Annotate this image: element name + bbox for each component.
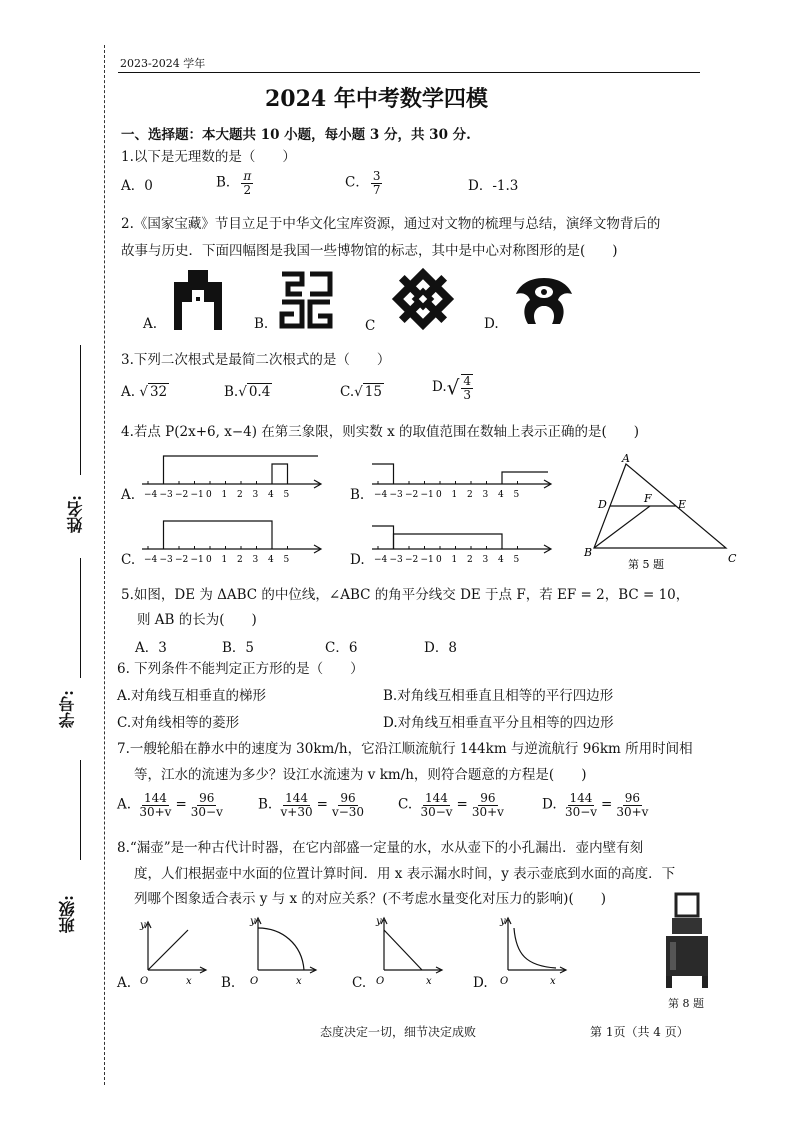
- svg-text:O: O: [140, 976, 149, 987]
- q7-option-d: D. $\frac{144}{30-v}$ = $\frac{96}{30+v}$: [542, 791, 649, 819]
- q1-option-d: D．-1.3: [468, 178, 519, 194]
- tick-label: 3: [482, 555, 489, 565]
- q7-option-b: B. $\frac{144}{v+30}$ = $\frac{96}{v-30}$: [258, 791, 365, 819]
- tick-label: 4: [268, 490, 274, 500]
- tick-label: 0: [436, 555, 442, 565]
- svg-text:x: x: [426, 976, 432, 987]
- q7-option-a: A. $\frac{144}{30+v}$ = $\frac{96}{30-v}$: [117, 791, 223, 819]
- tick-label: −4: [374, 555, 388, 565]
- point-f: F: [644, 492, 652, 505]
- figure-5-caption: 第 5 题: [628, 558, 664, 571]
- q3-option-a: A. √ 32: [121, 384, 168, 400]
- number-line-c: [140, 515, 330, 567]
- q2-line2: 故事与历史．下面四幅图是我国一些博物馆的标志，其中是中心对称图形的是( ): [121, 243, 618, 259]
- q4-option-a: A.: [121, 487, 136, 503]
- tick-label: 2: [237, 490, 243, 500]
- q2-option-c: C: [365, 318, 376, 334]
- figure-8-caption: 第 8 题: [668, 997, 704, 1010]
- q7-line1: 7.一艘轮船在静水中的速度为 30km/h，它沿江顺流航行 144km 与逆流航行 96km 所用时间相: [117, 741, 693, 757]
- tick-label: −3: [389, 490, 403, 500]
- school-year: 2023-2024 学年: [120, 57, 206, 70]
- tick-label: −1: [190, 490, 204, 500]
- q5-option-c: C．6: [325, 640, 358, 656]
- graph-c: [372, 914, 448, 988]
- triangle-figure-5: [580, 452, 740, 574]
- graph-b: [246, 914, 322, 988]
- svg-text:O: O: [500, 976, 509, 987]
- svg-text:y: y: [376, 916, 382, 927]
- q4-option-b: B.: [350, 487, 365, 503]
- water-clock-icon: [662, 892, 714, 992]
- tick-label: 2: [237, 555, 243, 565]
- tick-label: 1: [451, 490, 458, 500]
- tick-label: −1: [420, 490, 434, 500]
- q5-line2: 则 AB 的长为( ): [137, 612, 257, 628]
- q1-option-c: C． $\frac{3}{7}$: [345, 169, 381, 197]
- binding-line: [104, 45, 105, 1085]
- svg-text:x: x: [550, 976, 556, 987]
- museum-logo-c-icon: [390, 266, 456, 332]
- q2-option-d: D.: [484, 316, 499, 332]
- section-heading: 一、选择题：本大题共 10 小题，每小题 3 分，共 30 分.: [121, 127, 471, 143]
- q4-option-c: C.: [121, 552, 136, 568]
- footer-motto: 态度决定一切，细节决定成败: [320, 1025, 477, 1039]
- q6-option-a: A.对角线互相垂直的梯形: [117, 688, 267, 704]
- tick-label: 5: [513, 555, 520, 565]
- svg-text:y: y: [500, 916, 506, 927]
- q8-line2: 度，人们根据壶中水面的位置计算时间．用 x 表示漏水时间，y 表示壶底到水面的高度．下: [134, 866, 676, 882]
- graph-a: [136, 918, 212, 988]
- q5-line1: 5.如图，DE 为 ΔABC 的中位线，∠ABC 的角平分线交 DE 于点 F，若 EF = 2，BC = 10，: [121, 587, 690, 603]
- museum-logo-d-icon: [512, 274, 576, 330]
- tick-label: 5: [283, 555, 290, 565]
- q8-line1: 8.“漏壶”是一种古代计时器，在它内部盛一定量的水，水从壶下的小孔漏出．壶内壁有刻: [117, 840, 644, 856]
- tick-label: −1: [420, 555, 434, 565]
- q1-stem: 1.以下是无理数的是（ ）: [121, 149, 296, 165]
- class-label: 班级:: [58, 895, 77, 933]
- svg-text:y: y: [140, 920, 146, 931]
- name-label: 姓名:: [66, 495, 85, 533]
- svg-text:O: O: [376, 976, 385, 987]
- tick-label: −4: [144, 490, 158, 500]
- q5-option-d: D．8: [424, 640, 457, 656]
- q8-line3: 列哪个图象适合表示 y 与 x 的对应关系？(不考虑水量变化对压力的影响)( ): [134, 891, 606, 907]
- point-d: D: [598, 498, 607, 511]
- tick-label: −4: [374, 490, 388, 500]
- tick-label: −2: [405, 555, 419, 565]
- q7-option-c: C. $\frac{144}{30-v}$ = $\frac{96}{30+v}$: [398, 791, 504, 819]
- q2-option-b: B.: [254, 316, 269, 332]
- number-line-b: [370, 458, 560, 502]
- q3-option-d: D.√ $\frac{4}{3}$: [432, 374, 472, 402]
- q5-option-b: B．5: [222, 640, 255, 656]
- tick-label: 4: [498, 490, 504, 500]
- tick-label: −4: [144, 555, 158, 565]
- q8-option-c: C.: [352, 975, 367, 991]
- tick-label: 1: [451, 555, 458, 565]
- tick-label: −3: [159, 555, 173, 565]
- tick-label: −3: [389, 555, 403, 565]
- q6-option-b: B.对角线互相垂直且相等的平行四边形: [383, 688, 614, 704]
- class-underline: [80, 760, 81, 860]
- museum-logo-a-icon: [170, 266, 226, 330]
- svg-text:x: x: [186, 976, 192, 987]
- q5-option-a: A．3: [135, 640, 167, 656]
- tick-label: −2: [175, 490, 189, 500]
- q3-option-c: C.√ 15: [340, 384, 382, 400]
- museum-logo-b-icon: [278, 270, 334, 330]
- tick-label: 3: [252, 555, 259, 565]
- q1-option-b: B． $\frac{\pi}{2}$: [216, 169, 252, 197]
- number-underline: [80, 558, 81, 678]
- tick-label: 4: [498, 555, 504, 565]
- q1-option-a: A．0: [121, 178, 153, 194]
- q6-option-c: C.对角线相等的菱形: [117, 715, 240, 731]
- q6-option-d: D.对角线互相垂直平分且相等的四边形: [383, 715, 614, 731]
- tick-label: 0: [206, 490, 212, 500]
- tick-label: −2: [175, 555, 189, 565]
- tick-label: −1: [190, 555, 204, 565]
- vertex-b: B: [584, 546, 593, 559]
- graph-d: [496, 914, 572, 988]
- q7-line2: 等，江水的流速为多少？设江水流速为 v km/h，则符合题意的方程是( ): [134, 767, 587, 783]
- point-e: E: [678, 498, 687, 511]
- q8-option-d: D.: [473, 975, 488, 991]
- name-underline: [80, 345, 81, 475]
- tick-label: 3: [482, 490, 489, 500]
- q4-stem: 4.若点 P(2x+6, x−4) 在第三象限，则实数 x 的取值范围在数轴上表示正确的是( ): [121, 424, 640, 440]
- tick-label: 5: [283, 490, 290, 500]
- tick-label: 1: [221, 490, 228, 500]
- tick-label: 5: [513, 490, 520, 500]
- tick-label: −3: [159, 490, 173, 500]
- number-line-d: [370, 520, 560, 567]
- tick-label: 4: [268, 555, 274, 565]
- q3-stem: 3.下列二次根式是最简二次根式的是（ ）: [121, 352, 391, 368]
- q4-option-d: D.: [350, 552, 365, 568]
- page-number: 第 1页（共 4 页）: [590, 1025, 689, 1039]
- tick-label: 2: [467, 555, 473, 565]
- tick-label: −2: [405, 490, 419, 500]
- header-rule: [118, 72, 700, 73]
- tick-label: 0: [206, 555, 212, 565]
- q2-option-a: A.: [143, 316, 158, 332]
- q8-option-b: B.: [221, 975, 236, 991]
- vertex-c: C: [728, 552, 737, 565]
- number-line-a: [140, 450, 330, 502]
- q3-option-b: B.√ 0.4: [224, 384, 271, 400]
- q6-stem: 6. 下列条件不能判定正方形的是（ ）: [117, 661, 364, 677]
- tick-label: 2: [467, 490, 473, 500]
- tick-label: 0: [436, 490, 442, 500]
- tick-label: 1: [221, 555, 228, 565]
- vertex-a: A: [622, 452, 630, 465]
- svg-text:x: x: [296, 976, 302, 987]
- page-title: 2024 年中考数学四模: [265, 86, 488, 112]
- svg-text:y: y: [250, 916, 256, 927]
- number-label: 学号:: [58, 690, 77, 728]
- q8-option-a: A.: [117, 975, 132, 991]
- svg-text:O: O: [250, 976, 259, 987]
- q2-line1: 2.《国家宝藏》节目立足于中华文化宝库资源，通过对文物的梳理与总结，演绎文物背后的: [121, 216, 661, 232]
- tick-label: 3: [252, 490, 259, 500]
